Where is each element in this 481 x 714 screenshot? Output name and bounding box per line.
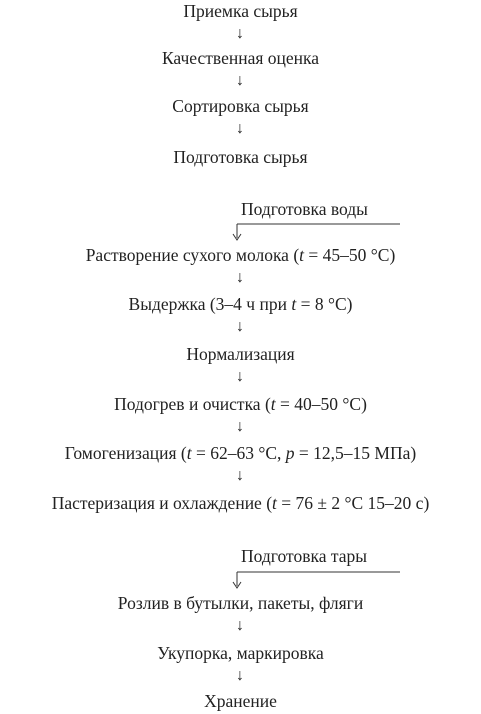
param-t: t	[291, 294, 297, 314]
step-storage: Хранение	[204, 691, 277, 711]
step-dissolving-text: Растворение сухого молока (	[85, 245, 300, 265]
param-t: t	[270, 394, 276, 414]
step-holding	[0, 293, 481, 315]
side-input-tare: Подготовка тары	[241, 546, 367, 566]
step-raw-sorting: Сортировка сырья	[172, 96, 309, 116]
param-p: p	[285, 443, 295, 463]
side-input-water: Подготовка воды	[241, 199, 368, 219]
step-pasteurization-value: = 76 ± 2 °C 15–20 с)	[276, 493, 430, 513]
flow-arrow: ↓	[236, 318, 244, 335]
step-holding-value: = 8 °C)	[296, 294, 353, 314]
step-raw-acceptance: Приемка сырья	[183, 1, 298, 21]
flow-arrow: ↓	[236, 617, 244, 634]
step-pasteurization-cooling	[0, 492, 481, 514]
flow-arrow: ↓	[236, 368, 244, 385]
flow-arrow: ↓	[236, 418, 244, 435]
param-t: t	[299, 245, 305, 265]
step-capping-labeling: Укупорка, маркировка	[157, 643, 324, 663]
step-homogenization-text: Гомогенизация (	[64, 443, 187, 463]
flow-arrow: ↓	[236, 467, 244, 484]
step-heating-text: Подогрев и очистка (	[114, 394, 271, 414]
flow-arrow: ↓	[236, 25, 244, 42]
step-normalization: Нормализация	[186, 344, 295, 364]
step-holding-text: Выдержка (3–4 ч при	[128, 294, 292, 314]
step-dry-milk-dissolving	[0, 244, 481, 266]
step-homogenization	[0, 442, 481, 464]
step-heating-value: = 40–50 °C)	[275, 394, 367, 414]
step-raw-preparation: Подготовка сырья	[173, 147, 308, 167]
step-bottling: Розлив в бутылки, пакеты, фляги	[117, 593, 364, 613]
flow-arrow: ↓	[236, 667, 244, 684]
step-heating-cleaning	[0, 393, 481, 415]
flow-arrow: ↓	[236, 72, 244, 89]
step-dissolving-value: = 45–50 °C)	[304, 245, 396, 265]
param-t: t	[272, 493, 277, 513]
step-pasteurization-text: Пастеризация и охлаждение (	[51, 493, 273, 513]
step-homogenization-pressure: = 12,5–15 МПа)	[294, 443, 417, 463]
flow-arrow: ↓	[236, 120, 244, 137]
flow-arrow: ↓	[236, 269, 244, 286]
step-quality-assessment: Качественная оценка	[161, 48, 320, 68]
param-t: t	[186, 443, 192, 463]
step-homogenization-temp: = 62–63 °C,	[191, 443, 286, 463]
